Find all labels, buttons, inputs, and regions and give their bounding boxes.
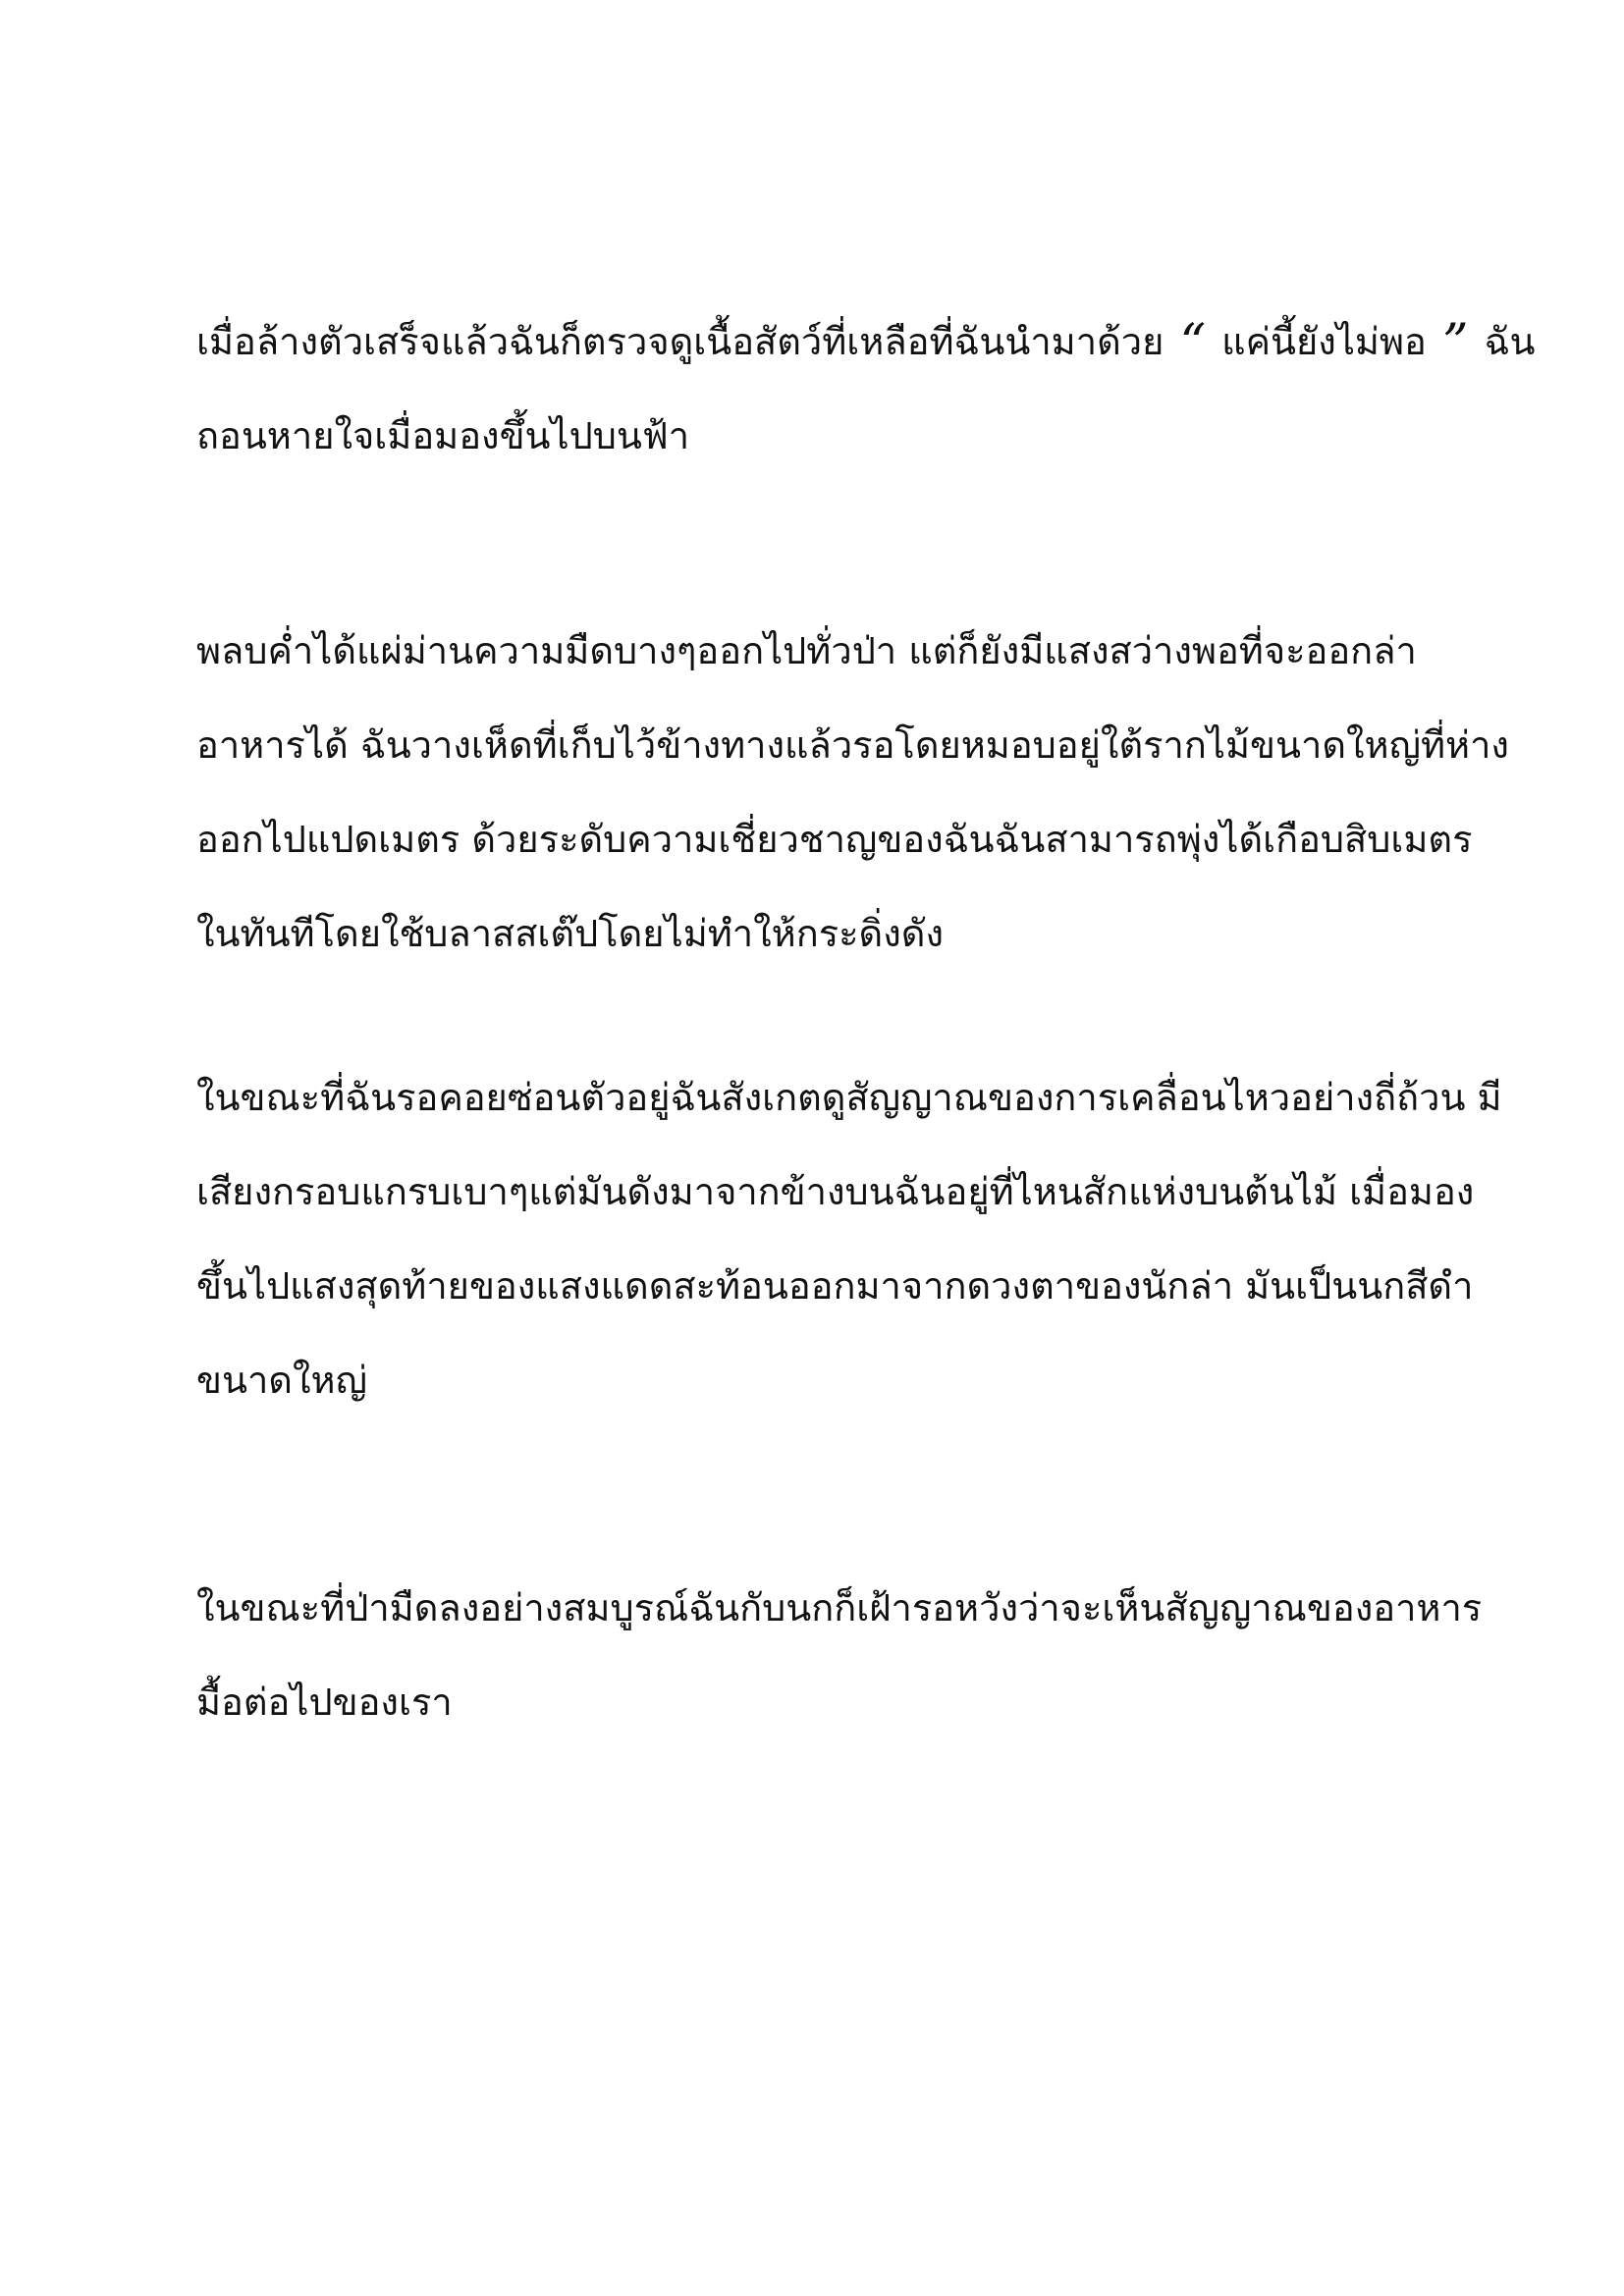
line-text-before-quote: เมื่อล้างตัวเสร็จแล้วฉันก็ตรวจดูเนื้อสัตว์ที่เหลือที่ฉันนำมาด้วย <box>196 320 1176 363</box>
paragraph-line: มื้อต่อไปของเรา <box>196 1681 453 1724</box>
paragraph-line: ออกไปแปดเมตร ด้วยระดับความเชี่ยวชาญของฉันฉันสามารถพุ่งได้เกือบสิบเมตร <box>196 818 1473 861</box>
paragraph-line: ในทันทีโดยใช้บลาสสเต๊ปโดยไม่ทำให้กระดิ่งดัง <box>196 912 945 955</box>
paragraph-line: ขึ้นไปแสงสุดท้ายของแสงแดดสะท้อนออกมาจากดวงตาของนักล่า มันเป็นนกสีดำ <box>196 1264 1474 1308</box>
paragraph-line: อาหารได้ ฉันวางเห็ดที่เก็บไว้ข้างทางแล้วรอโดยหมอบอยู่ใต้รากไม้ขนาดใหญ่ที่ห่าง <box>196 723 1509 767</box>
paragraph-3 <box>196 1050 1502 1427</box>
close-quote-mark: ” <box>1441 314 1469 373</box>
paragraph-line: ขนาดใหญ่ <box>196 1359 367 1402</box>
paragraph-1 <box>196 294 1536 483</box>
paragraph-line: ถอนหายใจเมื่อมองขึ้นไปบนฟ้า <box>196 414 690 457</box>
paragraph-line: พลบค่ำได้แผ่ม่านความมืดบางๆออกไปทั่วป่า แต่ก็ยังมีแสงสว่างพอที่จะออกล่า <box>196 629 1417 672</box>
paragraph-line: ในขณะที่ฉันรอคอยซ่อนตัวอยู่ฉันสังเกตดูสัญญาณของการเคลื่อนไหวอย่างถี่ถ้วน มี <box>196 1076 1502 1119</box>
paragraph-line: ในขณะที่ป่ามืดลงอย่างสมบูรณ์ฉันกับนกก็เฝ้ารอหวังว่าจะเห็นสัญญาณของอาหาร <box>196 1586 1483 1629</box>
line-text-after-quote: ฉัน <box>1472 320 1536 363</box>
paragraph-line: เสียงกรอบแกรบเบาๆแต่มันดังมาจากข้างบนฉันอยู่ที่ไหนสักแห่งบนต้นไม้ เมื่อมอง <box>196 1170 1475 1213</box>
paragraph-line <box>196 294 1536 389</box>
paragraph-2 <box>196 604 1509 981</box>
open-quote-mark: “ <box>1179 314 1207 373</box>
paragraph-4 <box>196 1561 1483 1749</box>
quoted-text: แค่นี้ยังไม่พอ <box>1210 320 1438 363</box>
